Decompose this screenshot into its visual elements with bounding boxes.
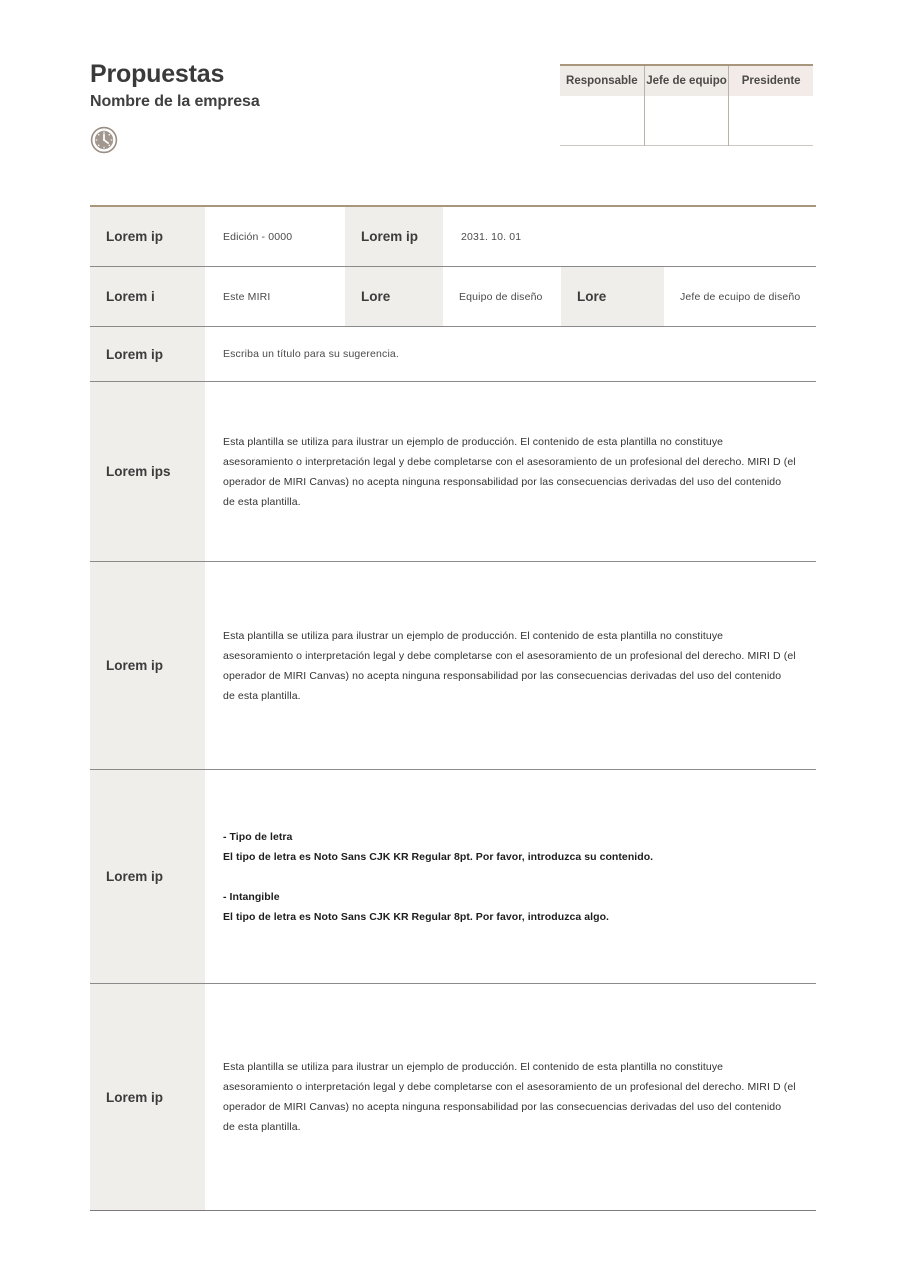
table-row xyxy=(90,562,816,770)
row6-label: Lorem ip xyxy=(90,770,205,983)
row6-spacer xyxy=(223,867,796,887)
table-row xyxy=(90,770,816,984)
row3-value-a[interactable]: Escriba un título para su sugerencia. xyxy=(205,327,816,381)
row7-body xyxy=(205,984,816,1210)
approval-header-jefe-de-equipo: Jefe de equipo xyxy=(645,66,729,96)
table-row xyxy=(90,207,816,267)
row6-heading-2: - Intangible xyxy=(223,890,280,903)
table-row xyxy=(90,382,816,562)
row2-label-a: Lorem i xyxy=(90,267,205,326)
table-row xyxy=(90,984,816,1210)
approval-signature-table xyxy=(560,64,813,146)
row2-label-c: Lore xyxy=(561,267,664,326)
row7-label: Lorem ip xyxy=(90,984,205,1210)
row1-label-b: Lorem ip xyxy=(345,207,443,266)
row6-body xyxy=(205,770,816,983)
approval-header-presidente: Presidente xyxy=(729,66,813,96)
row5-body xyxy=(205,562,816,769)
row1-value-a[interactable]: Edición - 0000 xyxy=(205,207,345,266)
approval-signature-field-responsable[interactable] xyxy=(560,96,644,146)
row3-label-a: Lorem ip xyxy=(90,327,205,381)
row4-paragraph[interactable]: Esta plantilla se utiliza para ilustrar un ejemplo de producción. El contenido de esta plantilla no constituye asesoramiento o interpretación legal y debe completarse con el asesoramiento de un profesional del derecho. MIRI D (el operador de MIRI Canvas) no acepta ninguna responsabilidad por las consecuencias derivadas del uso del contenido de esta plantilla. xyxy=(223,435,796,508)
document-header xyxy=(90,60,510,111)
row4-body xyxy=(205,382,816,561)
approval-column-jefe-de-equipo xyxy=(645,66,730,146)
row6-body-1[interactable]: El tipo de letra es Noto Sans CJK KR Regular 8pt. Por favor, introduzca su contenido. xyxy=(223,850,654,863)
row2-label-b: Lore xyxy=(345,267,443,326)
row7-paragraph[interactable]: Esta plantilla se utiliza para ilustrar un ejemplo de producción. El contenido de esta plantilla no constituye asesoramiento o interpretación legal y debe completarse con el asesoramiento de un profesional del derecho. MIRI D (el operador de MIRI Canvas) no acepta ninguna responsabilidad por las consecuencias derivadas del uso del contenido de esta plantilla. xyxy=(223,1061,796,1133)
approval-header-responsable: Responsable xyxy=(560,66,644,96)
clock-icon xyxy=(90,126,118,154)
row6-content-block xyxy=(223,827,796,927)
row2-value-c[interactable]: Jefe de ecuipo de diseño xyxy=(664,267,816,326)
row5-label: Lorem ip xyxy=(90,562,205,769)
row2-value-b[interactable]: Equipo de diseño xyxy=(443,267,561,326)
main-content-table xyxy=(90,205,816,1211)
approval-signature-field-presidente[interactable] xyxy=(729,96,813,146)
approval-signature-field-jefe-de-equipo[interactable] xyxy=(645,96,729,146)
row1-label-a: Lorem ip xyxy=(90,207,205,266)
approval-column-presidente xyxy=(729,66,813,146)
row6-heading-1: - Tipo de letra xyxy=(223,830,293,843)
approval-column-responsable xyxy=(560,66,645,146)
table-row xyxy=(90,327,816,382)
row6-body-2[interactable]: El tipo de letra es Noto Sans CJK KR Regular 8pt. Por favor, introduzca algo. xyxy=(223,910,610,923)
company-name: Nombre de la empresa xyxy=(90,92,260,110)
page-title: Propuestas xyxy=(90,60,225,88)
table-row xyxy=(90,267,816,327)
row4-label: Lorem ips xyxy=(90,382,205,561)
row5-paragraph[interactable]: Esta plantilla se utiliza para ilustrar un ejemplo de producción. El contenido de esta plantilla no constituye asesoramiento o interpretación legal y debe completarse con el asesoramiento de un profesional del derecho. MIRI D (el operador de MIRI Canvas) no acepta ninguna responsabilidad por las consecuencias derivadas del uso del contenido de esta plantilla. xyxy=(223,629,796,702)
row2-value-a[interactable]: Este MIRI xyxy=(205,267,345,326)
row1-value-b[interactable]: 2031. 10. 01 xyxy=(443,207,816,266)
